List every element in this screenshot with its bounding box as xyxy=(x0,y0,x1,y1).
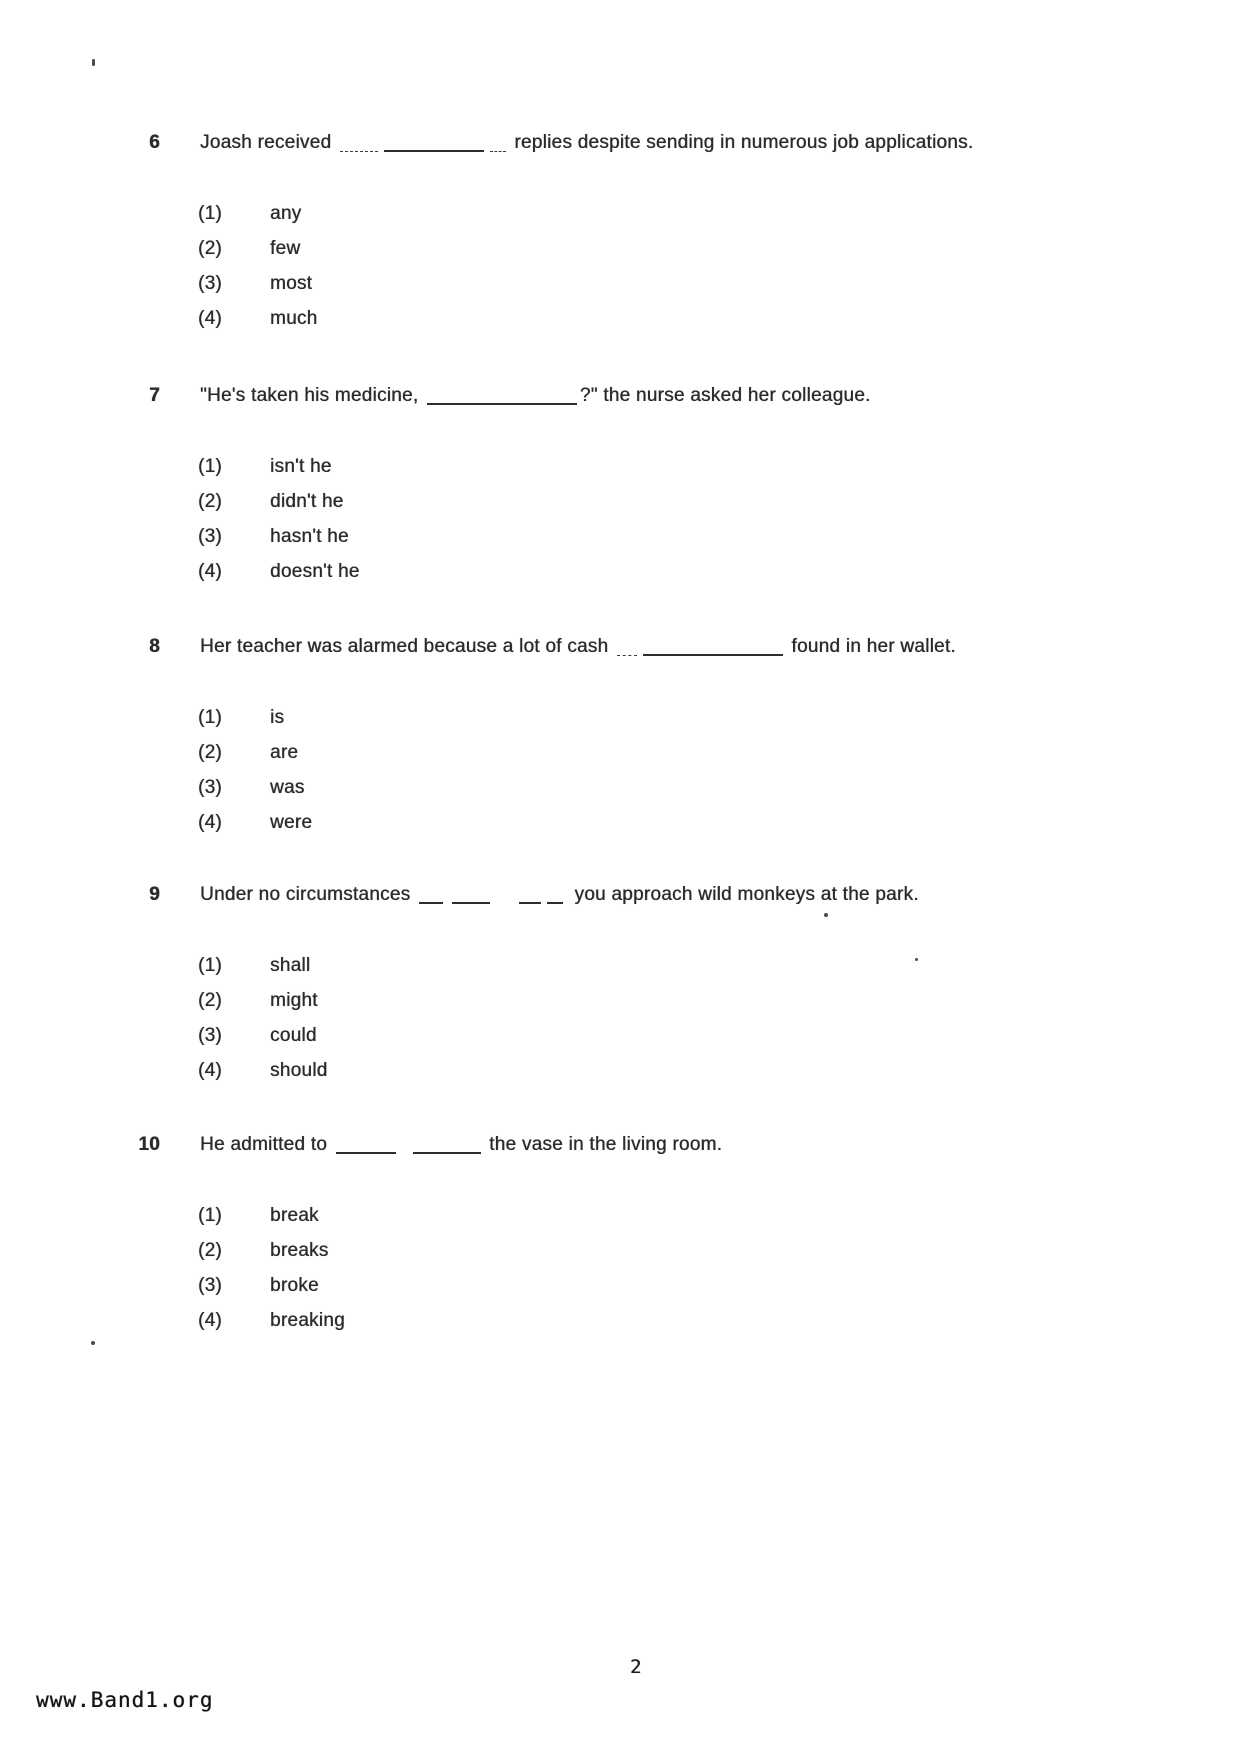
option-text: could xyxy=(270,1025,317,1046)
question-number: 7 xyxy=(149,385,160,406)
option-row xyxy=(0,449,1239,484)
option-marker: (4) xyxy=(198,1310,222,1331)
answer-blank xyxy=(340,139,378,152)
option-marker: (4) xyxy=(198,308,222,329)
question-text xyxy=(200,634,1239,660)
option-row xyxy=(0,770,1239,805)
option-marker: (4) xyxy=(198,561,222,582)
option-text: shall xyxy=(270,955,311,976)
answer-blank xyxy=(643,642,783,656)
options-list xyxy=(0,1198,1239,1338)
scan-speck xyxy=(92,59,95,66)
question-text-after: you approach wild monkeys at the park. xyxy=(574,884,919,905)
question-7 xyxy=(0,383,1239,582)
question-6 xyxy=(0,130,1239,329)
question-line xyxy=(0,383,1239,409)
answer-blank xyxy=(427,391,577,405)
question-number: 8 xyxy=(149,636,160,657)
question-text-after: found in her wallet. xyxy=(791,636,956,657)
option-row xyxy=(0,1233,1239,1268)
option-text: break xyxy=(270,1205,319,1226)
option-row xyxy=(0,1303,1239,1338)
question-text-after: replies despite sending in numerous job applications. xyxy=(514,132,974,153)
option-text: most xyxy=(270,273,313,294)
question-text xyxy=(200,882,1239,908)
scan-speck xyxy=(915,958,918,961)
question-line xyxy=(0,634,1239,660)
option-text: breaking xyxy=(270,1310,345,1331)
scan-speck xyxy=(91,1341,95,1345)
option-text: much xyxy=(270,308,318,329)
option-marker: (2) xyxy=(198,742,222,763)
question-line xyxy=(0,130,1239,156)
answer-blank xyxy=(519,890,541,904)
option-marker: (3) xyxy=(198,526,222,547)
option-text: any xyxy=(270,203,302,224)
option-row xyxy=(0,554,1239,589)
scan-speck xyxy=(824,913,828,917)
question-text-before: He admitted to xyxy=(200,1134,328,1155)
answer-blank xyxy=(547,890,563,904)
question-10 xyxy=(0,1132,1239,1331)
question-8 xyxy=(0,634,1239,833)
option-text: should xyxy=(270,1060,328,1081)
option-row xyxy=(0,266,1239,301)
question-text-before: Under no circumstances xyxy=(200,884,411,905)
options-list xyxy=(0,948,1239,1088)
answer-blank xyxy=(490,139,506,152)
option-text: broke xyxy=(270,1275,319,1296)
page-number: 2 xyxy=(630,1656,642,1678)
option-marker: (1) xyxy=(198,456,222,477)
option-text: is xyxy=(270,707,285,728)
question-text-before: Joash received xyxy=(200,132,332,153)
option-marker: (3) xyxy=(198,1025,222,1046)
watermark-url: www.Band1.org xyxy=(36,1688,214,1712)
question-number: 6 xyxy=(149,132,160,153)
option-marker: (3) xyxy=(198,1275,222,1296)
options-list xyxy=(0,196,1239,336)
option-text: might xyxy=(270,990,318,1011)
option-row xyxy=(0,1018,1239,1053)
answer-blank xyxy=(452,890,490,904)
question-number: 9 xyxy=(149,884,160,905)
option-marker: (1) xyxy=(198,707,222,728)
option-marker: (1) xyxy=(198,203,222,224)
option-row xyxy=(0,196,1239,231)
option-row xyxy=(0,1053,1239,1088)
options-list xyxy=(0,449,1239,589)
option-text: hasn't he xyxy=(270,526,349,547)
option-marker: (1) xyxy=(198,1205,222,1226)
option-marker: (4) xyxy=(198,1060,222,1081)
option-text: doesn't he xyxy=(270,561,360,582)
answer-blank xyxy=(336,1140,396,1154)
option-row xyxy=(0,735,1239,770)
question-text-before: "He's taken his medicine, xyxy=(200,385,419,406)
option-row xyxy=(0,301,1239,336)
option-text: few xyxy=(270,238,301,259)
option-row xyxy=(0,519,1239,554)
answer-blank xyxy=(413,1140,481,1154)
option-text: breaks xyxy=(270,1240,329,1261)
option-marker: (3) xyxy=(198,777,222,798)
question-text-after: the vase in the living room. xyxy=(489,1134,723,1155)
option-marker: (1) xyxy=(198,955,222,976)
question-text xyxy=(200,130,1239,156)
question-text xyxy=(200,1132,1239,1158)
question-line xyxy=(0,882,1239,908)
option-marker: (2) xyxy=(198,491,222,512)
answer-blank xyxy=(617,643,637,656)
option-text: were xyxy=(270,812,313,833)
option-row xyxy=(0,948,1239,983)
option-row xyxy=(0,231,1239,266)
option-marker: (2) xyxy=(198,990,222,1011)
question-9 xyxy=(0,882,1239,1081)
option-marker: (3) xyxy=(198,273,222,294)
option-text: was xyxy=(270,777,305,798)
option-marker: (2) xyxy=(198,1240,222,1261)
option-row xyxy=(0,700,1239,735)
option-row xyxy=(0,1268,1239,1303)
option-marker: (4) xyxy=(198,812,222,833)
question-text xyxy=(200,383,1239,409)
option-row xyxy=(0,983,1239,1018)
option-row xyxy=(0,805,1239,840)
option-text: didn't he xyxy=(270,491,344,512)
options-list xyxy=(0,700,1239,840)
question-line xyxy=(0,1132,1239,1158)
option-text: isn't he xyxy=(270,456,332,477)
option-text: are xyxy=(270,742,299,763)
question-text-after: ?" the nurse asked her colleague. xyxy=(579,385,871,406)
question-number: 10 xyxy=(138,1134,160,1155)
option-marker: (2) xyxy=(198,238,222,259)
option-row xyxy=(0,484,1239,519)
answer-blank xyxy=(419,890,443,904)
option-row xyxy=(0,1198,1239,1233)
answer-blank xyxy=(384,138,484,152)
question-text-before: Her teacher was alarmed because a lot of cash xyxy=(200,636,609,657)
